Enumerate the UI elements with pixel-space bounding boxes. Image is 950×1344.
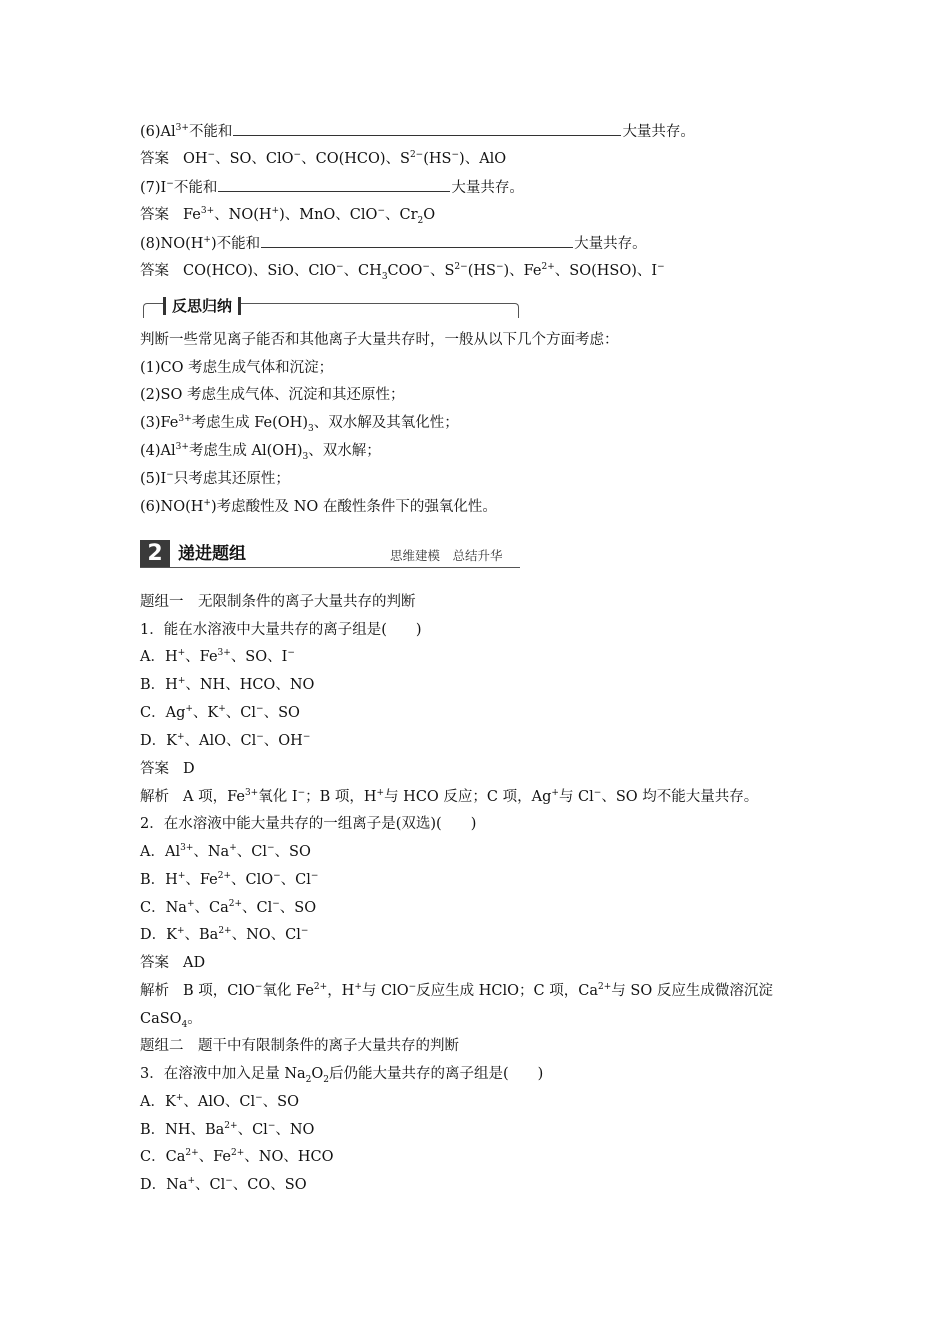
q1-option-a: A．H+、$Fe^{3+}$、SO、I− (140, 648, 295, 665)
q1-option-b: B．H+、NH、HCO、NO (140, 676, 315, 693)
answer-8: 答案 CO(HCO)、SiO、ClO−、$CH_3COO^-$、$S^{2-}(HS^-)$、$Fe^{2+}$、SO(HSO)、I− (140, 262, 665, 282)
section-header (140, 540, 520, 570)
q2-explanation-cont: CaSO$_4$。 (140, 1011, 202, 1030)
q1-answer: 答案 D (140, 761, 195, 777)
group-1-title: 题组一 无限制条件的离子大量共存的判断 (140, 594, 416, 610)
reflection-intro: 判断一些常见离子能否和其他离子大量共存时，一般从以下几个方面考虑： (140, 332, 619, 348)
reflection-header (143, 297, 519, 317)
question-8: (8)NO(H+)不能和 大量共存。 (140, 233, 647, 254)
group-2-title: 题组二 题干中有限制条件的离子大量共存的判断 (140, 1038, 459, 1054)
section-rule (140, 567, 520, 568)
question-6: $(6)Al^{3+}$不能和 大量共存。 (140, 121, 695, 142)
q2-option-d: D．K+、$Ba^{2+}$、NO、Cl− (140, 926, 309, 943)
reflection-tag: 反思归纳 (163, 297, 241, 315)
section-title: 递进题组 (178, 544, 246, 564)
q1-explanation: 解析 A 项，$Fe^{3+}$氧化 I−；B 项，H+与 HCO 反应；C 项，Ag+与 Cl−、SO 均不能大量共存。 (140, 788, 759, 805)
answer-blank (261, 233, 573, 248)
reflection-item-6: (6)NO(H+)考虑酸性及 NO 在酸性条件下的强氧化性。 (140, 498, 497, 515)
section-number: 2 (140, 540, 170, 568)
reflection-item-4: $(4)Al^{3+}$考虑生成 $Al(OH)_3$、双水解； (140, 442, 381, 462)
answer-6: 答案 OH−、SO、ClO−、CO(HCO)、$S^{2-}(HS^-)$、AlO (140, 150, 507, 167)
section-subtitle: 思维建模 总结升华 (390, 548, 503, 563)
answer-7: 答案 $Fe^{3+}$、NO(H+)、MnO、ClO−、$Cr_2O$ (140, 206, 436, 226)
q2-option-c: C．Na+、$Ca^{2+}$、Cl−、SO (140, 899, 317, 916)
q2-option-b: B．H+、$Fe^{2+}$、ClO−、Cl− (140, 871, 319, 888)
q2-explanation: 解析 B 项，ClO−氧化 $Fe^{2+}$，H+与 ClO−反应生成 HClO；C 项，$Ca^{2+}$与 SO 反应生成微溶沉淀 (140, 982, 773, 999)
q2-option-a: A．$Al^{3+}$、Na+、Cl−、SO (140, 843, 311, 860)
q2-answer: 答案 AD (140, 955, 206, 971)
reflection-item-1: (1)CO 考虑生成气体和沉淀； (140, 360, 334, 376)
answer-blank (233, 121, 621, 136)
answer-blank (218, 177, 450, 192)
question-1: 1．能在水溶液中大量共存的离子组是( ) (140, 622, 422, 638)
question-2: 2．在水溶液中能大量共存的一组离子是(双选)( ) (140, 816, 477, 832)
q3-option-b: B．NH、$Ba^{2+}$、Cl−、NO (140, 1121, 315, 1138)
q3-option-d: D．Na+、Cl−、CO、SO (140, 1176, 307, 1193)
q3-option-c: C．$Ca^{2+}$、$Fe^{2+}$、NO、HCO (140, 1148, 334, 1165)
q3-option-a: A．K+、AlO、Cl−、SO (140, 1093, 299, 1110)
q1-option-c: C．Ag+、K+、Cl−、SO (140, 704, 300, 721)
q1-option-d: D．K+、AlO、Cl−、OH− (140, 732, 311, 749)
reflection-item-2: (2)SO 考虑生成气体、沉淀和其还原性； (140, 387, 405, 403)
question-3: 3．在溶液中加入足量 $Na_2O_2$后仍能大量共存的离子组是( ) (140, 1066, 544, 1085)
reflection-item-5: (5)I−只考虑其还原性； (140, 470, 290, 487)
reflection-item-3: $(3)Fe^{3+}$考虑生成 $Fe(OH)_3$、双水解及其氧化性； (140, 414, 459, 434)
question-7: (7)I−不能和 大量共存。 (140, 177, 524, 198)
